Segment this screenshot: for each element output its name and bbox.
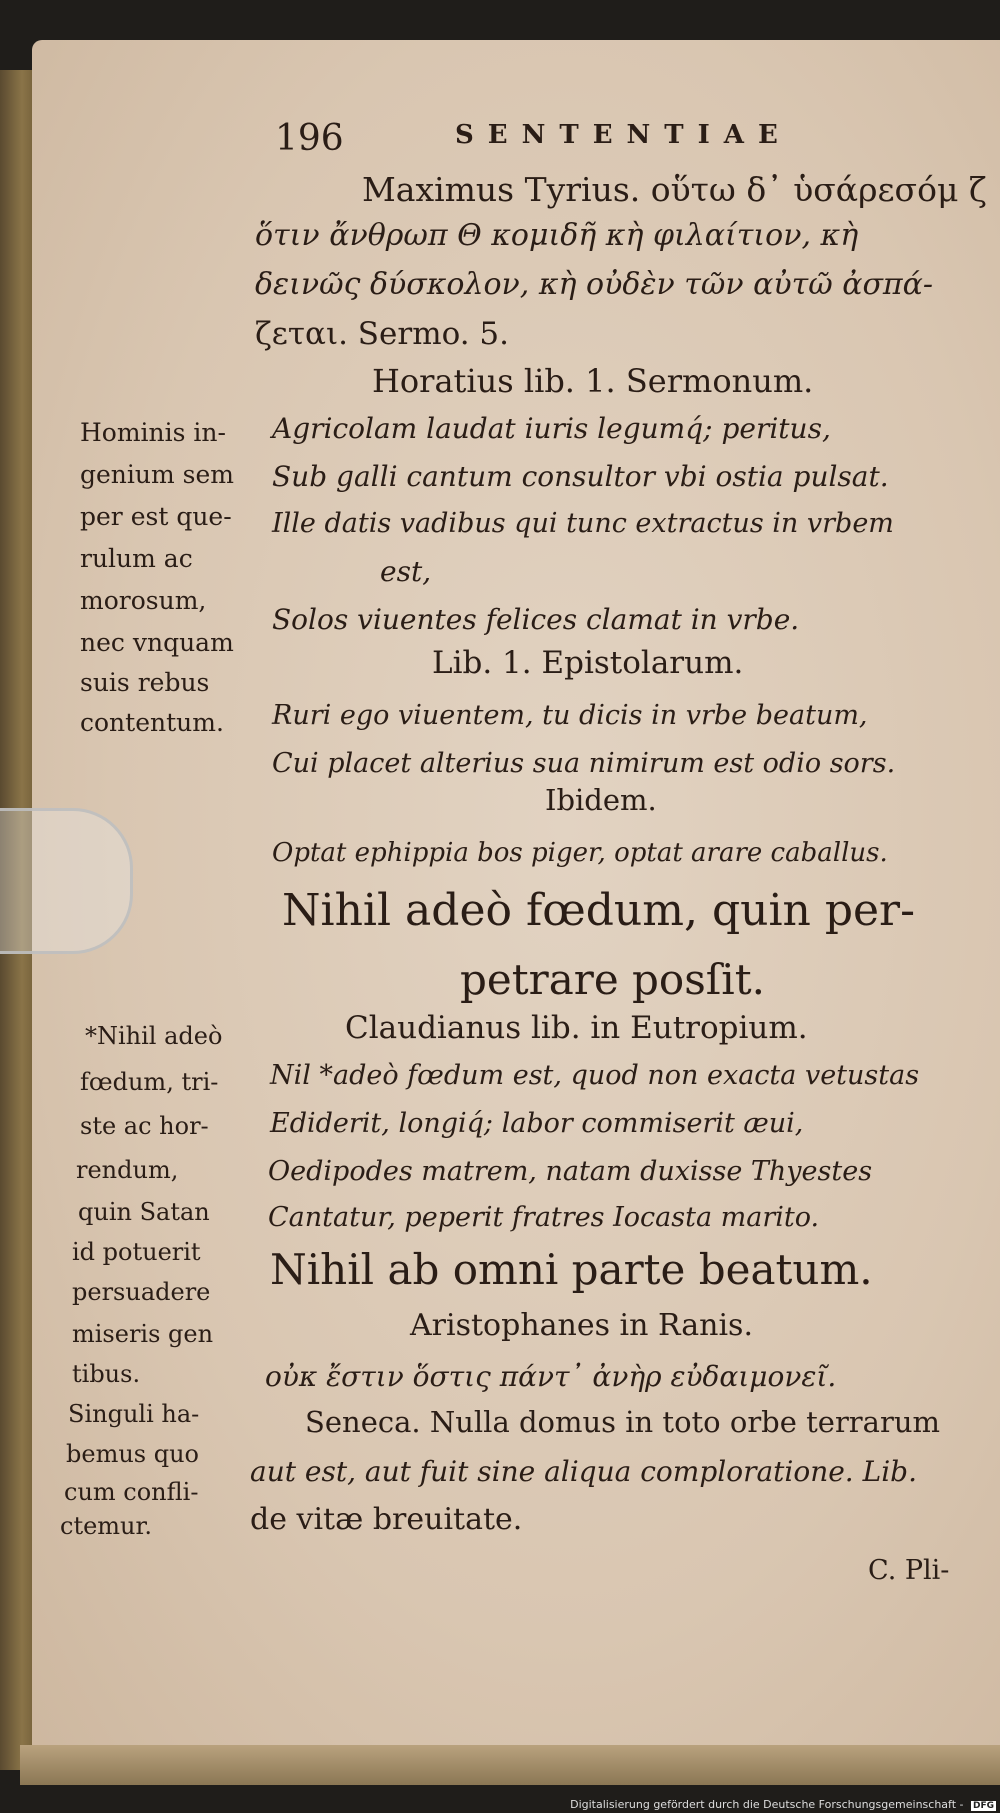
margin-note-line: fœdum, tri- [80,1068,219,1096]
margin-note-line: quin Satan [78,1198,210,1226]
text-line: Seneca. Nulla domus in toto orbe terrarum [305,1405,940,1439]
margin-note-line: suis rebus [80,668,210,697]
section-heading: Nihil ab omni parte beatum. [270,1245,873,1294]
margin-note-line: Hominis in- [80,418,226,447]
margin-note-line: rulum ac [80,544,193,573]
text-line: Ibidem. [545,783,657,817]
text-line: Lib. 1. Epistolarum. [432,645,744,681]
digitization-credit [570,1798,996,1811]
text-line: Horatius lib. 1. Sermonum. [372,362,814,400]
text-line: Optat ephippia bos piger, optat arare caballus. [272,838,888,868]
margin-note-line: rendum, [76,1156,179,1184]
margin-note-line: bemus quo [66,1440,199,1468]
margin-note-line: Singuli ha- [68,1400,200,1428]
text-line: de vitæ breuitate. [250,1502,523,1537]
text-line: Ediderit, longiq́; labor commiserit æui, [270,1108,804,1139]
text-line: Oedipodes matrem, natam duxisse Thyestes [268,1156,873,1187]
text-line: Agricolam laudat iuris legumq́; peritus, [272,412,831,445]
text-line: ζεται. Sermo. 5. [255,316,510,352]
text-line: Nil *adeò fœdum est, quod non exacta vetustas [270,1060,920,1091]
text-line: Solos viuentes felices clamat in vrbe. [272,603,800,636]
margin-note-line: cum confli- [64,1478,199,1506]
margin-note-line: id potuerit [72,1238,201,1266]
page-clip [0,808,133,954]
text-line: Ille datis vadibus qui tunc extractus in vrbem [272,508,894,539]
page-number: 196 [275,118,344,159]
text-line: οὐκ ἔστιν ὅστις πάντ᾽ ἀνὴρ εὐδαιμονεῖ. [265,1360,837,1393]
text-line: Cui placet alterius sua nimirum est odio sors. [272,748,896,779]
margin-note-line: tibus. [72,1360,141,1388]
margin-note-line: genium sem [80,460,234,489]
footer-text: Digitalisierung gefördert durch die Deutsche Forschungsgemeinschaft - [570,1798,964,1811]
text-line: δεινῶς δύσκολον, κὴ οὐδὲν τῶν αὐτῶ ἀσπά- [255,267,934,302]
margin-note-line: ctemur. [60,1512,152,1540]
margin-note-line: *Nihil adeò [85,1022,223,1050]
margin-note-line: per est que- [80,502,232,531]
text-line: Sub galli cantum consultor vbi ostia pulsat. [272,460,889,493]
margin-note-line: nec vnquam [80,628,234,657]
text-line: ὅτιν ἄνθρωπ Θ κομιδῆ κὴ φιλαίτιον, κὴ [255,218,859,253]
text-line: Cantatur, peperit fratres Iocasta marito. [268,1202,820,1233]
margin-note-line: ste ac hor- [80,1112,209,1140]
margin-note-line: persuadere [72,1278,211,1306]
text-line: Ruri ego viuentem, tu dicis in vrbe beatum, [272,700,868,731]
catchword: C. Pli- [868,1555,950,1586]
dfg-logo: DFG [972,1801,994,1811]
margin-note-line: morosum, [80,586,207,615]
text-line: est, [380,555,432,588]
margin-note-line: contentum. [80,708,224,737]
text-line: Aristophanes in Ranis. [410,1308,753,1343]
margin-note-line: miseris gen [72,1320,214,1348]
section-heading: petrare posſit. [460,955,765,1004]
text-line: aut est, aut fuit sine aliqua comploratione. Lib. [250,1455,917,1488]
page-bottom-edge [20,1745,1000,1785]
text-line: Maximus Tyrius. οὕτω δ᾽ ὑσάρεσόμ ζ [362,170,987,209]
section-heading: Nihil adeò fœdum, quin per- [282,885,915,936]
text-line: Claudianus lib. in Eutropium. [345,1010,808,1046]
running-head: SENTENTIAE [455,120,792,150]
